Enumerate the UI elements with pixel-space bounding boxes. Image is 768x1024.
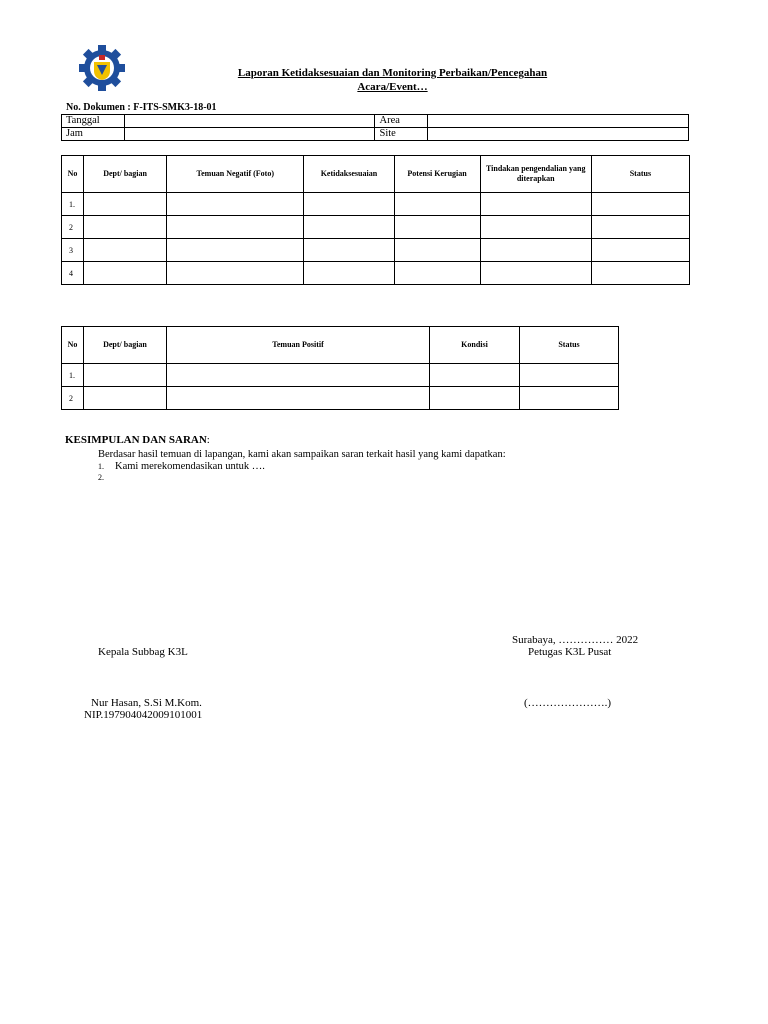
- row-number: 1.: [62, 193, 84, 216]
- table-cell[interactable]: [480, 262, 591, 285]
- col-no: No: [62, 156, 84, 193]
- table-row: [62, 262, 690, 285]
- col-no: No: [62, 327, 84, 364]
- table-cell[interactable]: [591, 239, 689, 262]
- table-cell[interactable]: [480, 239, 591, 262]
- table-cell[interactable]: [480, 193, 591, 216]
- col-potensi-kerugian: Potensi Kerugian: [394, 156, 480, 193]
- conclusion-intro: Berdasar hasil temuan di lapangan, kami akan sampaikan saran terkait hasil yang kami dapatkan:: [98, 449, 506, 460]
- its-logo-icon: [78, 44, 126, 92]
- table-cell[interactable]: [304, 216, 394, 239]
- table-cell[interactable]: [394, 216, 480, 239]
- table-cell[interactable]: [84, 364, 167, 387]
- table-cell[interactable]: [520, 364, 619, 387]
- list-item: [98, 472, 115, 483]
- jam-label: Jam: [62, 128, 125, 141]
- list-item: [98, 461, 265, 472]
- row-number: 2: [62, 216, 84, 239]
- document-number: No. Dokumen : F-ITS-SMK3-18-01: [66, 102, 217, 113]
- col-temuan-negatif: Temuan Negatif (Foto): [167, 156, 304, 193]
- report-title-line1: Laporan Ketidaksesuaian dan Monitoring Perbaikan/Pencegahan: [237, 67, 548, 79]
- tanggal-value[interactable]: [125, 115, 375, 128]
- report-title: [160, 66, 625, 94]
- table-cell[interactable]: [167, 216, 304, 239]
- table-cell[interactable]: [430, 387, 520, 410]
- table-cell[interactable]: [480, 216, 591, 239]
- row-number: 3: [62, 239, 84, 262]
- info-row-tanggal: [62, 115, 689, 128]
- negative-header-row: [62, 156, 690, 193]
- table-cell[interactable]: [304, 262, 394, 285]
- tanggal-label: Tanggal: [62, 115, 125, 128]
- col-dept: Dept/ bagian: [84, 327, 167, 364]
- col-kondisi: Kondisi: [430, 327, 520, 364]
- left-signer-role: Kepala Subbag K3L: [98, 646, 188, 658]
- table-cell[interactable]: [167, 262, 304, 285]
- table-cell[interactable]: [394, 239, 480, 262]
- conclusion-heading: [65, 434, 210, 446]
- table-cell[interactable]: [430, 364, 520, 387]
- table-cell[interactable]: [167, 193, 304, 216]
- jam-value[interactable]: [125, 128, 375, 141]
- area-label: Area: [375, 115, 427, 128]
- left-signer-name: Nur Hasan, S.Si M.Kom.: [91, 697, 202, 709]
- table-cell[interactable]: [304, 239, 394, 262]
- row-number: 1.: [62, 364, 84, 387]
- positive-findings-table: [61, 326, 619, 410]
- table-cell[interactable]: [84, 193, 167, 216]
- col-tindakan: Tindakan pengendalian yang diterapkan: [480, 156, 591, 193]
- table-cell[interactable]: [84, 239, 167, 262]
- table-cell[interactable]: [304, 193, 394, 216]
- site-value[interactable]: [427, 128, 688, 141]
- table-cell[interactable]: [591, 193, 689, 216]
- table-cell[interactable]: [591, 216, 689, 239]
- city-date: Surabaya, …………… 2022: [512, 634, 639, 646]
- left-signer-nip: NIP.197904042009101001: [84, 709, 203, 721]
- table-cell[interactable]: [591, 262, 689, 285]
- row-number: 4: [62, 262, 84, 285]
- info-table: [61, 114, 689, 141]
- table-cell[interactable]: [520, 387, 619, 410]
- right-signer-role: Petugas K3L Pusat: [528, 646, 612, 658]
- list-item-number: 2.: [98, 473, 104, 482]
- negative-findings-table: [61, 155, 690, 285]
- positive-header-row: [62, 327, 619, 364]
- table-cell[interactable]: [394, 193, 480, 216]
- list-item-text: Kami merekomendasikan untuk ….: [115, 461, 265, 472]
- col-status: Status: [591, 156, 689, 193]
- table-row: [62, 193, 690, 216]
- table-cell[interactable]: [167, 387, 430, 410]
- row-number: 2: [62, 387, 84, 410]
- right-signer-placeholder: (………………….): [524, 697, 612, 709]
- report-title-line2: Acara/Event…: [357, 81, 428, 93]
- col-temuan-positif: Temuan Positif: [167, 327, 430, 364]
- col-dept: Dept/ bagian: [84, 156, 167, 193]
- table-row: [62, 239, 690, 262]
- conclusion-heading-text: KESIMPULAN DAN SARAN: [65, 434, 207, 446]
- col-ketidaksesuaian: Ketidaksesuaian: [304, 156, 394, 193]
- list-item-number: 1.: [98, 462, 104, 471]
- col-status: Status: [520, 327, 619, 364]
- table-cell[interactable]: [84, 387, 167, 410]
- table-cell[interactable]: [84, 262, 167, 285]
- table-cell[interactable]: [167, 239, 304, 262]
- table-cell[interactable]: [84, 216, 167, 239]
- info-row-jam: [62, 128, 689, 141]
- area-value[interactable]: [427, 115, 688, 128]
- table-cell[interactable]: [394, 262, 480, 285]
- table-row: [62, 216, 690, 239]
- conclusion-heading-colon: :: [206, 434, 210, 446]
- site-label: Site: [375, 128, 427, 141]
- table-row: [62, 387, 619, 410]
- table-cell[interactable]: [167, 364, 430, 387]
- table-row: [62, 364, 619, 387]
